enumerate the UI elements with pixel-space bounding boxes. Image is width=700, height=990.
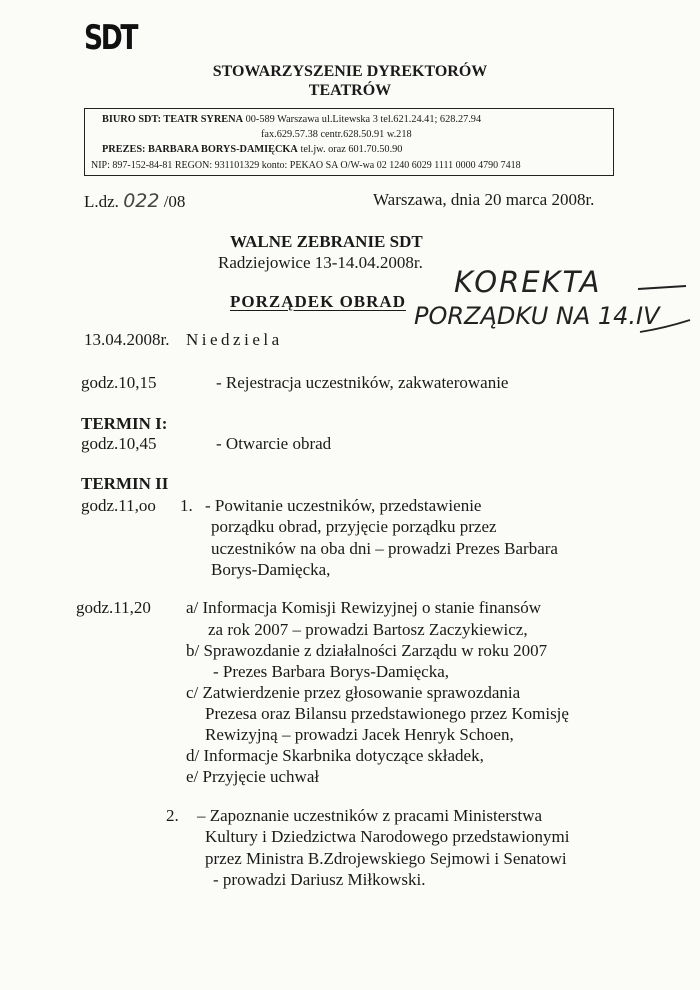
item-c-line1: c/ Zatwierdzenie przez głosowanie sprawozdania (186, 683, 521, 702)
reference-number (84, 190, 185, 212)
meeting-place-date: Radziejowice 13-14.04.2008r. (218, 253, 423, 272)
opening-text: - Otwarcie obrad (216, 434, 332, 453)
term-one-label: TERMIN I: (81, 414, 168, 433)
sdt-logo: SDT (84, 18, 137, 58)
item-b-line1: b/ Sprawozdanie z działalności Zarządu w roku 2007 (186, 641, 548, 660)
item-e-line1: e/ Przyjęcie uchwał (186, 767, 320, 786)
item-d-line1: d/ Informacje Skarbnika dotyczące składek, (186, 746, 484, 765)
org-name-line2: TEATRÓW (308, 82, 392, 99)
item-c-line3: Rewizyjną – prowadzi Jacek Henryk Schoen, (205, 725, 514, 744)
welcome-line2: porządku obrad, przyjęcie porządku przez (211, 517, 497, 536)
ref-prefix: L.dz. (84, 192, 119, 211)
office-address-line (102, 114, 481, 125)
ref-suffix: /08 (163, 192, 186, 211)
item-b-line2: - Prezes Barbara Borys-Damięcka, (213, 662, 450, 681)
registration-text: - Rejestracja uczestników, zakwaterowanie (216, 373, 509, 392)
agenda-title: PORZĄDEK OBRAD (230, 292, 406, 311)
item-a-line1: a/ Informacja Komisji Rewizyjnej o stanie finansów (186, 598, 542, 617)
handwritten-line2: PORZĄDKU NA 14.IV (414, 302, 660, 330)
date-line: Warszawa, dnia 20 marca 2008r. (373, 190, 595, 209)
welcome-line3: uczestników na oba dni – prowadzi Prezes Barbara (211, 539, 558, 558)
office-address: 00-589 Warszawa ul.Litewska 3 tel.621.24.41; 628.27.94 (245, 114, 482, 125)
point-two-line4: - prowadzi Dariusz Miłkowski. (213, 870, 426, 889)
point-two-line2: Kultury i Dziedzictwa Narodowego przedstawionymi (205, 827, 570, 846)
president-label: PREZES: BARBARA BORYS-DAMIĘCKA (102, 144, 298, 155)
ref-handwritten-number: 022 (123, 190, 160, 212)
handwritten-line1: KOREKTA (454, 265, 602, 299)
office-label: BIURO SDT: TEATR SYRENA (102, 114, 244, 125)
meeting-title: WALNE ZEBRANIE SDT (230, 232, 423, 251)
welcome-time: godz.11,oo (81, 496, 156, 515)
item-a-line2: za rok 2007 – prowadzi Bartosz Zaczykiewicz, (208, 620, 528, 639)
reports-time: godz.11,20 (76, 598, 151, 617)
office-info-box (84, 108, 614, 176)
point-two-line3: przez Ministra B.Zdrojewskiego Sejmowi i Senatowi (205, 849, 567, 868)
term-two-label: TERMIN II (81, 474, 169, 493)
org-name-line1: STOWARZYSZENIE DYREKTORÓW (212, 63, 488, 80)
day-name: Niedziela (186, 330, 283, 349)
president-line (102, 144, 402, 155)
welcome-line4: Borys-Damięcka, (211, 560, 331, 579)
bank-details-line: NIP: 897-152-84-81 REGON: 931101329 konto: PEKAO SA O/W-wa 02 1240 6029 1111 0000 4790 7418 (91, 160, 521, 171)
point-two-line1: – Zapoznanie uczestników z pracami Ministerstwa (197, 806, 543, 825)
opening-time: godz.10,45 (81, 434, 157, 453)
welcome-line1: - Powitanie uczestników, przedstawienie (205, 496, 482, 515)
handwritten-correction-note (410, 262, 700, 342)
welcome-number: 1. (180, 496, 193, 515)
point-two-number: 2. (166, 806, 179, 825)
item-c-line2: Prezesa oraz Bilansu przedstawionego przez Komisję (205, 704, 569, 723)
day-date: 13.04.2008r. (84, 330, 170, 349)
office-fax-line: fax.629.57.38 centr.628.50.91 w.218 (261, 129, 412, 140)
registration-time: godz.10,15 (81, 373, 157, 392)
president-phone: tel.jw. oraz 601.70.50.90 (300, 144, 403, 155)
